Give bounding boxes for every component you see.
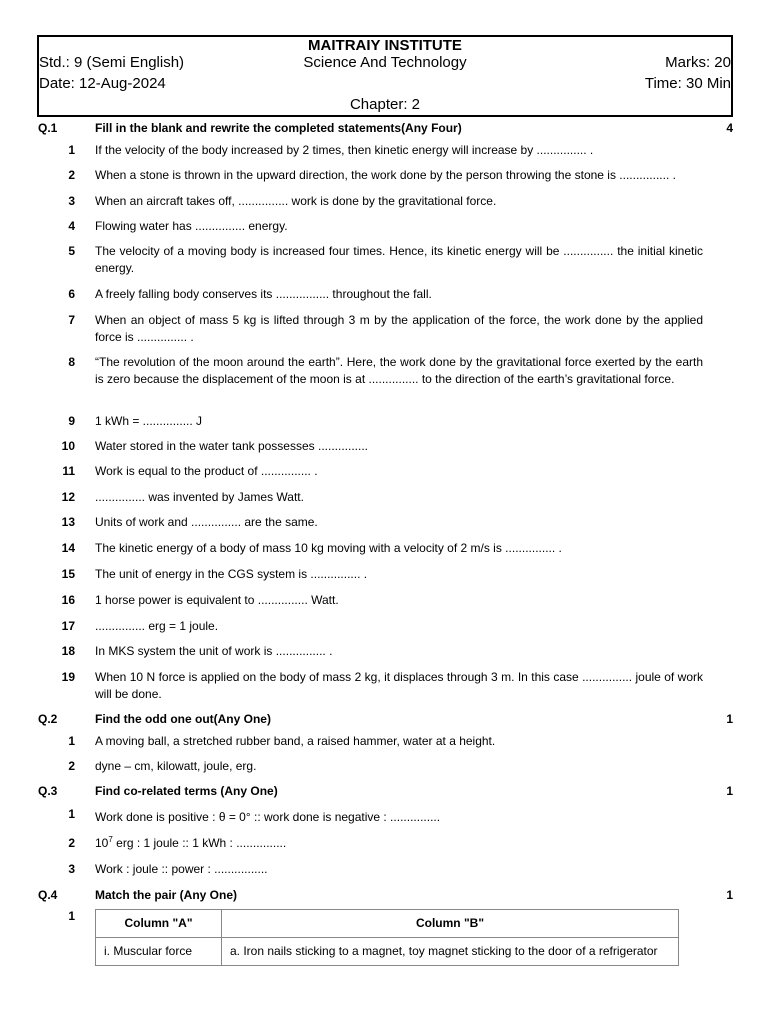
item-number: 4 [68, 219, 75, 233]
subject-label: Science And Technology [303, 54, 467, 71]
item-text: Water stored in the water tank possesses ............... [95, 439, 368, 453]
column-b-cell: a. Iron nails sticking to a magnet, toy magnet sticking to the door of a refrigerator [222, 938, 679, 966]
item-number: 17 [61, 619, 75, 633]
column-a-cell: i. Muscular force [96, 938, 222, 966]
item-text: Work is equal to the product of ............... . [95, 464, 318, 478]
item-number: 16 [61, 593, 75, 607]
item-number: 3 [68, 194, 75, 208]
question-title: Match the pair (Any One) [95, 888, 238, 902]
item-text: Flowing water has ............... energy. [95, 219, 288, 233]
question-number: Q.4 [38, 888, 58, 902]
item-number: 14 [61, 541, 75, 555]
item-number: 6 [68, 287, 75, 301]
standard-label: Std.: 9 (Semi English) [39, 54, 185, 71]
item-text: When a stone is thrown in the upward direction, the work done by the person throwing the stone is ............... . [95, 168, 676, 182]
item-text: $10^7$ erg : 1 joule :: 1 kWh : ............... [95, 835, 287, 850]
item-text: Work : joule :: power : ................ [95, 862, 268, 876]
institute-name: MAITRAIY INSTITUTE [308, 37, 462, 54]
item-text: A freely falling body conserves its ................ throughout the fall. [95, 287, 432, 301]
item-number: 9 [68, 414, 75, 428]
item-number: 1 [68, 909, 75, 923]
item-number: 19 [61, 670, 75, 684]
item-text: A moving ball, a stretched rubber band, a raised hammer, water at a height. [95, 734, 496, 748]
question-title: Fill in the blank and rewrite the completed statements(Any Four) [95, 121, 462, 135]
item-number: 2 [68, 168, 75, 182]
item-number: 1 [68, 734, 75, 748]
item-number: 15 [61, 567, 75, 581]
item-text: When an object of mass 5 kg is lifted through 3 m by the application of the force, the work done by the applied force is ............... . [95, 313, 703, 344]
question-marks: 1 [726, 712, 733, 726]
item-text: 1 horse power is equivalent to ............... Watt. [95, 593, 339, 607]
item-number: 11 [62, 464, 75, 478]
question-marks: 1 [726, 784, 733, 798]
match-table [95, 909, 679, 966]
item-text: 1 kWh = ............... J [95, 414, 203, 428]
item-text: Units of work and ............... are the same. [95, 515, 318, 529]
item-text: The velocity of a moving body is increased four times. Hence, its kinetic energy will be ............... the initial kinetic energy. [95, 244, 703, 275]
item-text: ............... erg = 1 joule. [95, 619, 219, 633]
item-number: 7 [68, 313, 75, 327]
item-text: “The revolution of the moon around the earth”. Here, the work done by the gravitational force exerted by the earth is zero because the displacement of the moon is at ............... to the direction of the earth’s gravitational force. [95, 355, 703, 386]
question-title: Find the odd one out(Any One) [95, 712, 271, 726]
question-marks: 1 [726, 888, 733, 902]
item-number: 5 [68, 244, 75, 258]
item-text: The kinetic energy of a body of mass 10 kg moving with a velocity of 2 m/s is ............... . [95, 541, 562, 555]
date-label: Date: 12-Aug-2024 [39, 75, 166, 92]
question-title: Find co-related terms (Any One) [95, 784, 278, 798]
column-a-header: Column "A" [96, 910, 222, 938]
item-number: 1 [68, 807, 75, 821]
table-row [96, 938, 679, 966]
item-text: dyne – cm, kilowatt, joule, erg. [95, 759, 257, 773]
item-number: 2 [68, 759, 75, 773]
question-marks: 4 [726, 121, 733, 135]
item-text: In MKS system the unit of work is ............... . [95, 644, 333, 658]
chapter-label: Chapter: 2 [349, 96, 421, 113]
item-number: 13 [61, 515, 75, 529]
question-number: Q.3 [38, 784, 58, 798]
time-label: Time: 30 Min [644, 75, 731, 92]
item-number: 2 [68, 836, 75, 850]
item-text: When 10 N force is applied on the body of mass 2 kg, it displaces through 3 m. In this case ............... joule of work will be done. [95, 670, 703, 701]
item-text: ............... was invented by James Watt. [95, 490, 304, 504]
marks-label: Marks: 20 [665, 54, 731, 71]
item-number: 8 [68, 355, 75, 369]
item-number: 10 [61, 439, 75, 453]
item-text: Work done is positive : θ = 0° :: work done is negative : ............... [95, 810, 441, 824]
item-text: When an aircraft takes off, ............... work is done by the gravitational force. [95, 194, 497, 208]
item-number: 1 [68, 143, 75, 157]
column-b-header: Column "B" [222, 910, 679, 938]
table-header-row [96, 910, 679, 938]
exam-header [37, 35, 733, 117]
question-number: Q.1 [38, 121, 58, 135]
item-number: 3 [68, 862, 75, 876]
item-number: 18 [61, 644, 75, 658]
item-text: The unit of energy in the CGS system is ............... . [95, 567, 368, 581]
item-number: 12 [61, 490, 75, 504]
item-text: If the velocity of the body increased by 2 times, then kinetic energy will increase by ............... . [95, 143, 594, 157]
question-number: Q.2 [38, 712, 58, 726]
